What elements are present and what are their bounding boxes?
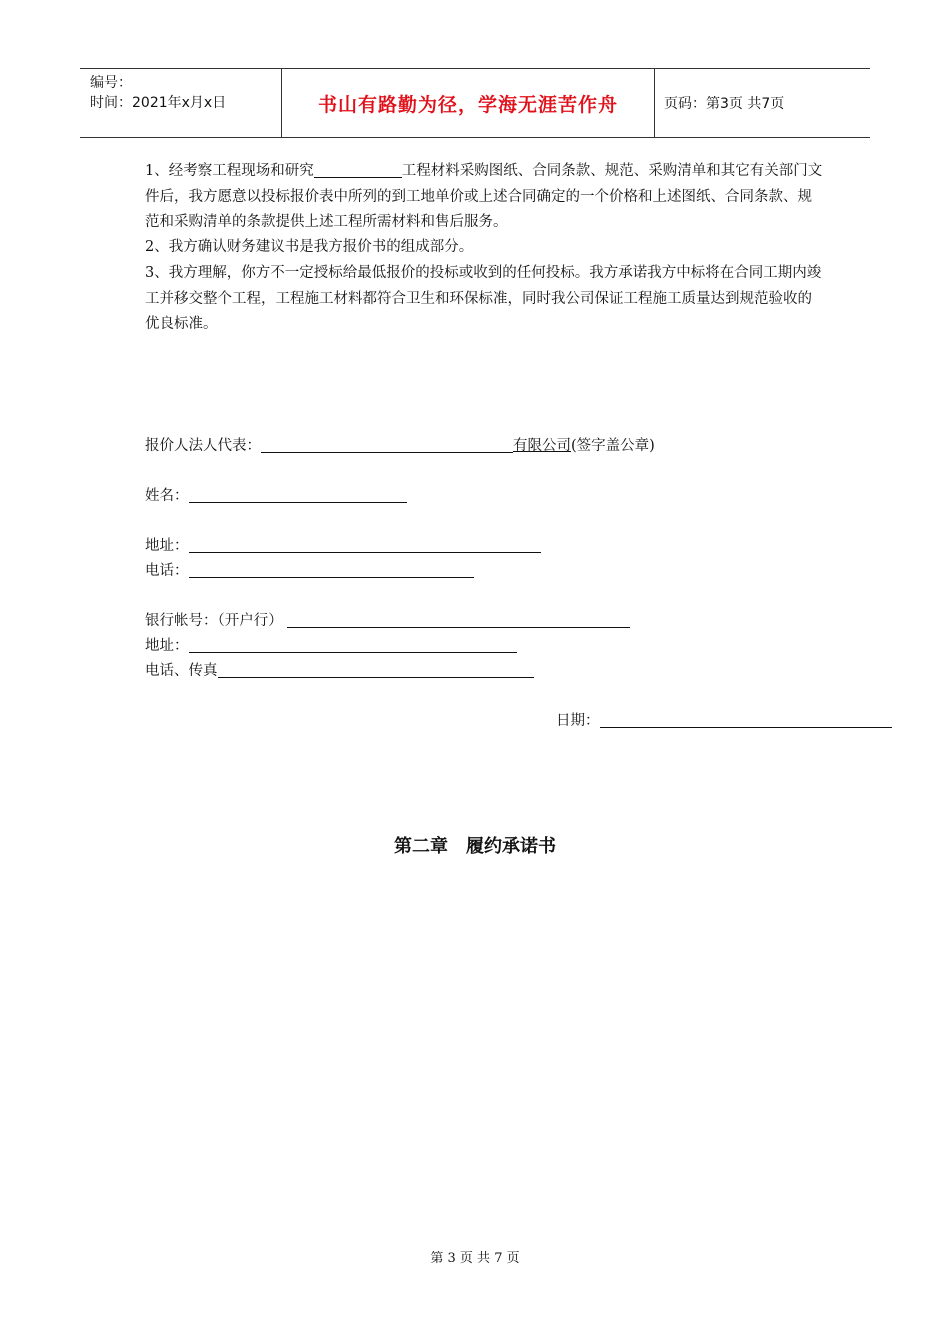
address2-label: 地址： bbox=[145, 638, 189, 654]
date-blank[interactable] bbox=[600, 711, 892, 728]
paragraph-1-start: 1、经考察工程现场和研究 bbox=[145, 163, 314, 179]
address2-row bbox=[145, 636, 517, 656]
paragraph-2: 2、我方确认财务建议书是我方报价书的组成部分。 bbox=[145, 239, 474, 255]
chapter-title: 第二章 履约承诺书 bbox=[394, 836, 556, 857]
page-header bbox=[80, 68, 870, 138]
rep-blank[interactable] bbox=[261, 436, 513, 453]
address2-blank[interactable] bbox=[189, 636, 517, 653]
address-label: 地址： bbox=[145, 538, 189, 554]
bank-row bbox=[145, 611, 630, 631]
paragraph-1 bbox=[145, 159, 825, 236]
name-label: 姓名： bbox=[145, 488, 189, 504]
page-footer: 第 3 页 共 7 页 bbox=[430, 1251, 520, 1266]
phone-blank[interactable] bbox=[189, 561, 474, 578]
paragraph-1-rest: 工程材料采购图纸、合同条款、规范、采购清单和其它有关部门文件后，我方愿意以投标报价表中所列的到工地单价或上述合同确定的一个价格和上述图纸、合同条款、规范和采购清单的条款提供上述工程所需材料和售后服务。 bbox=[145, 163, 823, 230]
paragraph-3: 3、我方理解，你方不一定授标给最低报价的投标或收到的任何投标。我方承诺我方中标将在合同工期内竣工并移交整个工程，工程施工材料都符合卫生和环保标准，同时我公司保证工程施工质量达到规范验收的优良标准。 bbox=[145, 265, 822, 332]
date-label: 日期： bbox=[556, 713, 600, 729]
address-blank[interactable] bbox=[189, 536, 541, 553]
rep-company: 有限公司 bbox=[513, 438, 571, 454]
address-row bbox=[145, 536, 541, 556]
header-motto: 书山有路勤为径，学海无涯苦作舟 bbox=[281, 69, 655, 137]
name-blank[interactable] bbox=[189, 486, 407, 503]
bank-label: 银行帐号：（开户行） bbox=[145, 613, 283, 629]
bank-blank[interactable] bbox=[287, 611, 630, 628]
rep-row bbox=[145, 436, 655, 456]
name-row bbox=[145, 486, 407, 506]
rep-suffix: (签字盖公章) bbox=[571, 438, 655, 454]
phone-row bbox=[145, 561, 474, 581]
rep-label: 报价人法人代表： bbox=[145, 438, 261, 454]
date-row bbox=[556, 711, 892, 731]
phone-fax-label: 电话、传真 bbox=[145, 663, 218, 679]
phone-label: 电话： bbox=[145, 563, 189, 579]
phone-fax-blank[interactable] bbox=[218, 661, 534, 678]
number-label: 编号： bbox=[90, 75, 132, 91]
header-page-info: 页码：第3页 共7页 bbox=[664, 96, 785, 112]
project-blank[interactable] bbox=[314, 161, 402, 178]
phone-fax-row bbox=[145, 661, 534, 681]
header-left bbox=[90, 73, 226, 113]
time-label: 时间：2021年x月x日 bbox=[90, 95, 227, 111]
